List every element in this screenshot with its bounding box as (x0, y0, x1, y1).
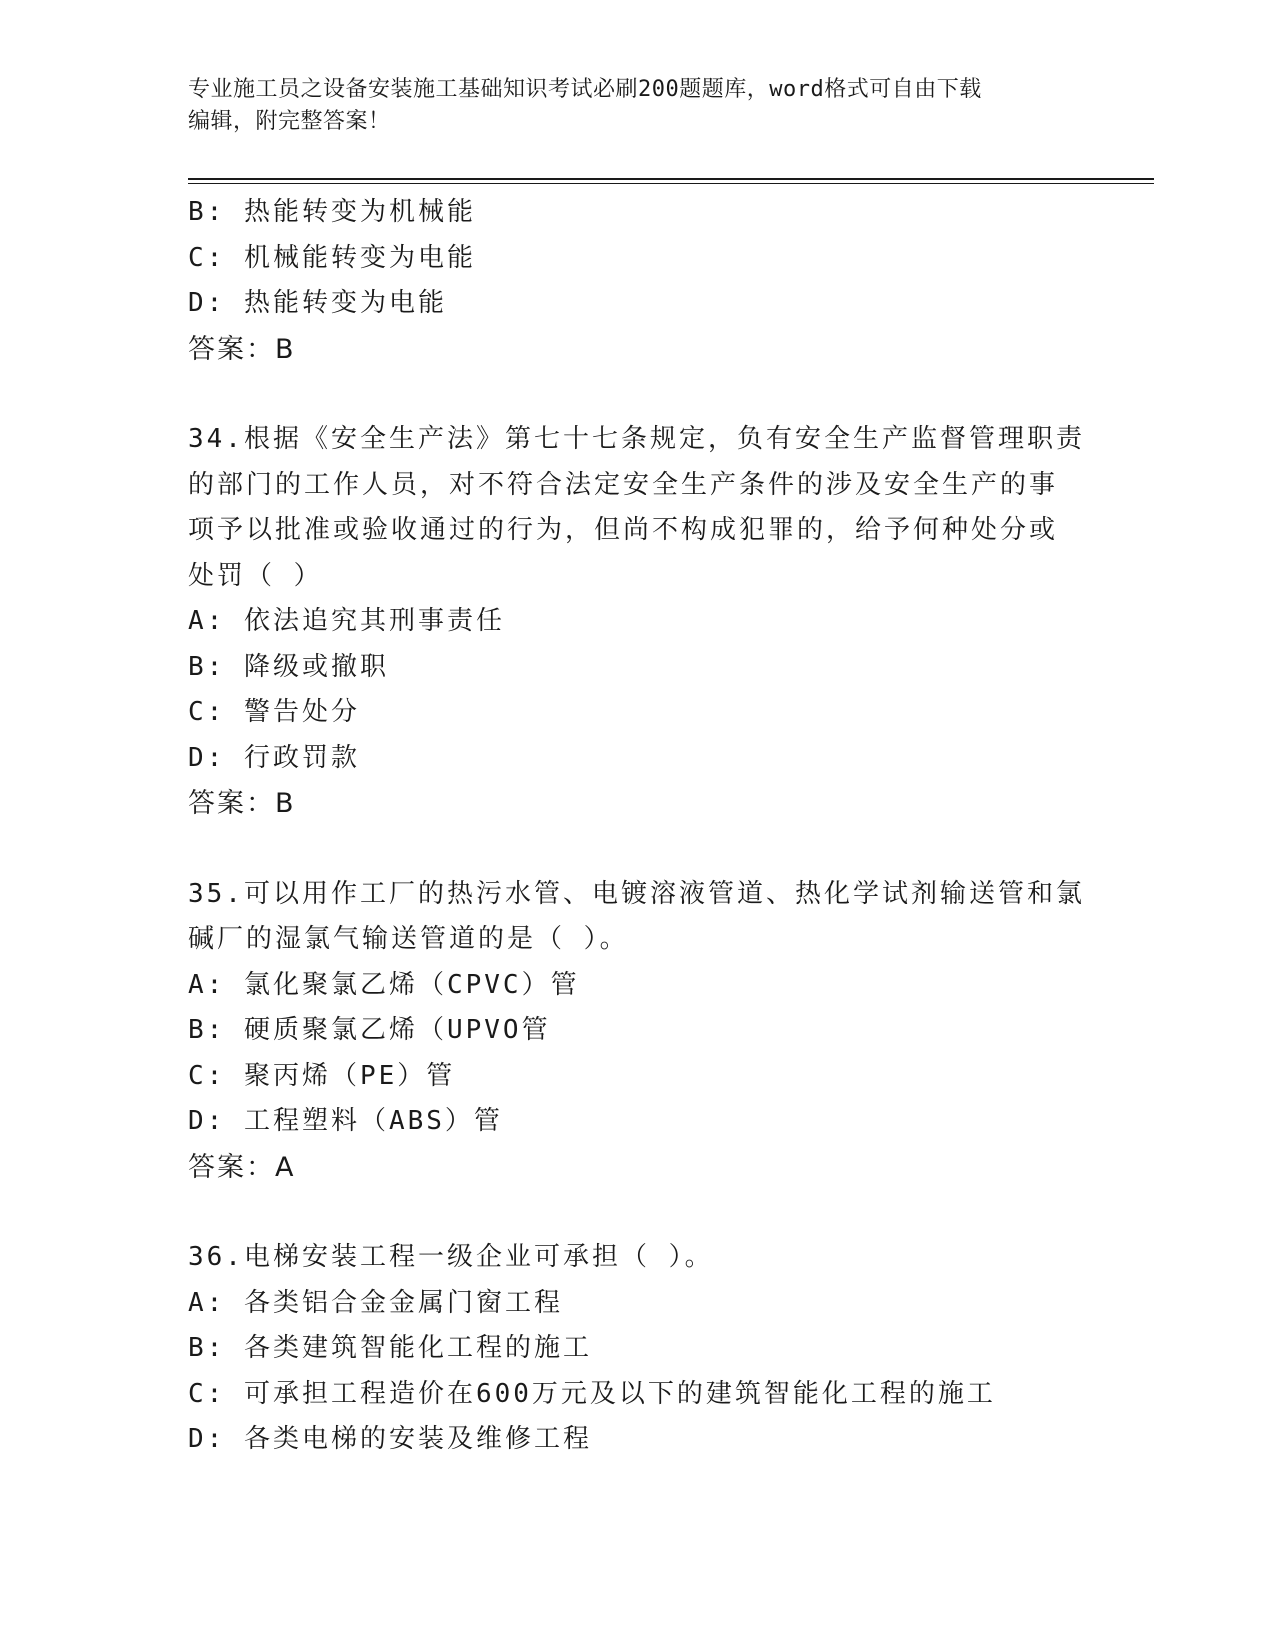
option-c: C: 聚丙烯（PE）管 (188, 1060, 456, 1091)
header-divider (188, 178, 1154, 184)
header-line-1: 专业施工员之设备安装施工基础知识考试必刷200题题库，word格式可自由下载 (188, 77, 982, 102)
answer-label: 答案： (188, 333, 275, 365)
stem-line: 碱厂的湿氯气输送管道的是（ ）。 (188, 924, 629, 954)
answer-line (188, 327, 1088, 373)
stem-line: 处罚（ ） (188, 560, 323, 591)
question-stem (188, 1235, 1088, 1281)
option-d: D: 行政罚款 (188, 742, 360, 773)
question-stem (188, 872, 1088, 963)
option-b: B: 热能转变为机械能 (188, 197, 476, 227)
question-stem (188, 417, 1088, 599)
question-33 (188, 190, 1088, 372)
option-c: C: 警告处分 (188, 697, 360, 727)
answer-line (188, 1145, 1088, 1191)
spacer (188, 827, 1088, 872)
question-34 (188, 417, 1088, 827)
option-c: C: 可承担工程造价在600万元及以下的建筑智能化工程的施工 (188, 1378, 996, 1409)
stem-line: 项予以批准或验收通过的行为，但尚不构成犯罪的，给予何种处分或 (188, 515, 1059, 545)
option-b: B: 降级或撤职 (188, 651, 389, 682)
stem-line: 34.根据《安全生产法》第七十七条规定，负有安全生产监督管理职责 (188, 424, 1085, 454)
spacer (188, 1190, 1088, 1235)
answer-value: B (275, 333, 296, 365)
option-a: A: 各类铝合金金属门窗工程 (188, 1287, 563, 1318)
document-header (188, 74, 1088, 138)
answer-label: 答案： (188, 1151, 275, 1183)
header-line-2: 编辑，附完整答案！ (188, 109, 391, 134)
spacer (188, 372, 1088, 417)
answer-label: 答案： (188, 788, 275, 819)
question-36 (188, 1235, 1088, 1463)
option-d: D: 热能转变为电能 (188, 288, 447, 318)
option-d: D: 工程塑料（ABS）管 (188, 1106, 503, 1136)
option-b: B: 各类建筑智能化工程的施工 (188, 1333, 592, 1363)
stem-line: 35.可以用作工厂的热污水管、电镀溶液管道、热化学试剂输送管和氯 (188, 878, 1085, 909)
stem-line: 的部门的工作人员，对不符合法定安全生产条件的涉及安全生产的事 (188, 469, 1059, 500)
option-c: C: 机械能转变为电能 (188, 242, 476, 273)
option-d: D: 各类电梯的安装及维修工程 (188, 1424, 592, 1454)
option-b: B: 硬质聚氯乙烯（UPVO管 (188, 1015, 551, 1045)
question-list (188, 190, 1088, 1463)
question-35 (188, 872, 1088, 1191)
option-a: A: 氯化聚氯乙烯（CPVC）管 (188, 969, 580, 1000)
answer-line (188, 781, 1088, 827)
answer-value: B (275, 788, 296, 819)
answer-value: A (275, 1151, 296, 1183)
stem-line: 36.电梯安装工程一级企业可承担（ ）。 (188, 1242, 714, 1272)
option-a: A: 依法追究其刑事责任 (188, 606, 505, 636)
